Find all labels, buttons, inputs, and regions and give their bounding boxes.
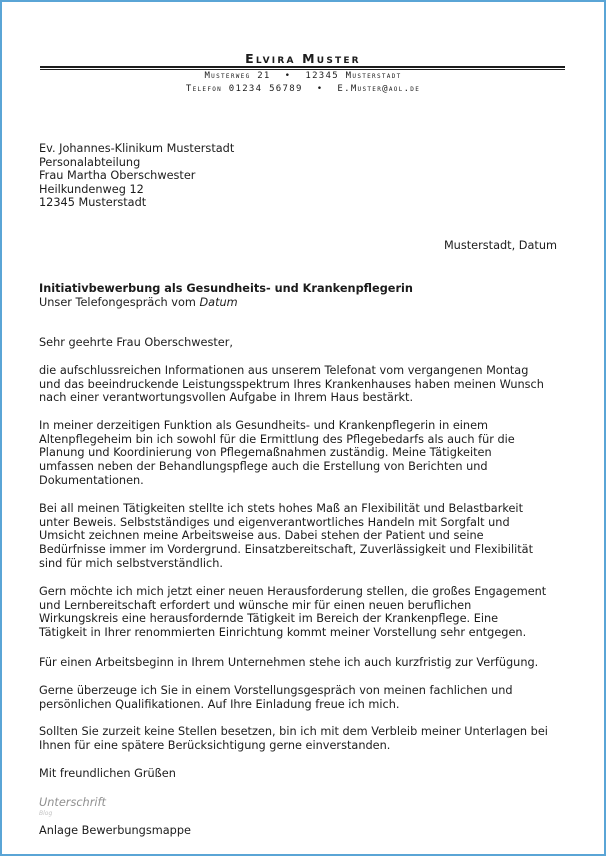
sender-street: Musterweg 21 xyxy=(204,71,271,81)
paragraph-line: und Lernbereitschaft erfordert und wünsche mir für einen neuen beruflichen xyxy=(39,598,472,612)
separator-dot: • xyxy=(284,71,292,81)
paragraph-line: Umsicht zeichnen meine Arbeitsweise aus. Dabei stehen der Patient und seine xyxy=(39,529,484,543)
signature: Unterschrift xyxy=(39,796,106,809)
date-line: Musterstadt, Datum xyxy=(443,239,557,252)
paragraph-line: Für einen Arbeitsbeginn in Ihrem Unternehmen stehe ich auch kurzfristig zur Verfügung. xyxy=(39,656,539,669)
sender-city: 12345 Musterstadt xyxy=(305,71,402,81)
signature-stamp: Blog xyxy=(39,810,53,817)
separator-dot: • xyxy=(316,84,324,94)
paragraph-line: persönlichen Qualifikationen. Auf Ihre Einladung freue ich mich. xyxy=(39,697,400,711)
subject-reference-date: Datum xyxy=(199,295,238,309)
recipient-line: Ev. Johannes-Klinikum Musterstadt xyxy=(39,142,235,155)
recipient-line: 12345 Musterstadt xyxy=(39,196,147,210)
paragraph-line: umfassen neben der Behandlungspflege auch die Erstellung von Berichten und xyxy=(39,460,488,474)
sender-phone: Telefon 01234 56789 xyxy=(185,84,303,94)
header-rule-thin xyxy=(40,69,565,70)
salutation: Sehr geehrte Frau Oberschwester, xyxy=(39,336,233,349)
recipient-line: Heilkundenweg 12 xyxy=(39,182,144,196)
sender-name: Elvira Muster xyxy=(245,51,361,66)
paragraph-line: unter Beweis. Selbstständiges und eigenverantwortliches Handeln mit Sorgfalt und xyxy=(39,515,510,529)
paragraph-line: Dokumentationen. xyxy=(39,473,144,487)
paragraph-line: nach einer verantwortungsvollen Aufgabe in Ihrem Haus bestärkt. xyxy=(39,391,414,405)
recipient-address xyxy=(39,142,234,210)
subject-reference-prefix: Unser Telefongespräch vom xyxy=(39,295,200,309)
paragraph-line: Bei all meinen Tätigkeiten stellte ich stets hohes Maß an Flexibilität und Belastbarkeit xyxy=(39,502,523,515)
paragraph-line: Altenpflegeheim bin ich sowohl für die Ermittlung des Pflegebedarfs als auch für die xyxy=(39,432,515,446)
paragraph-line: Gern möchte ich mich jetzt einer neuen Herausforderung stellen, die großes Engagement xyxy=(39,585,547,598)
subject-reference xyxy=(39,296,413,310)
paragraph-line: sind für mich selbstverständlich. xyxy=(39,556,223,570)
recipient-line: Frau Martha Oberschwester xyxy=(39,169,196,183)
paragraph-line: In meiner derzeitigen Funktion als Gesundheits- und Krankenpflegerin in einem xyxy=(39,419,489,432)
subject-title: Initiativbewerbung als Gesundheits- und Krankenpflegerin xyxy=(39,282,413,295)
paragraph-2 xyxy=(39,419,515,488)
sender-email: E.Muster@aol.de xyxy=(337,84,421,94)
paragraph-line: die aufschlussreichen Informationen aus unserem Telefonat vom vergangenen Montag xyxy=(39,364,529,377)
paragraph-3 xyxy=(39,502,533,571)
header-rule-thick xyxy=(40,66,565,68)
closing: Mit freundlichen Grüßen xyxy=(39,767,176,780)
paragraph-line: Bedürfnisse immer im Vordergrund. Einsatzbereitschaft, Zuverlässigkeit und Flexibilität xyxy=(39,543,534,557)
paragraph-5 xyxy=(39,656,538,670)
subject-block xyxy=(39,282,413,309)
recipient-line: Personalabteilung xyxy=(39,155,141,169)
sender-address-line xyxy=(0,71,606,81)
paragraph-line: Planung und Koordinierung von Pflegemaßnahmen zuständig. Meine Tätigkeiten xyxy=(39,446,492,460)
paragraph-4 xyxy=(39,585,546,640)
paragraph-line: Ihnen für eine spätere Berücksichtigung gerne einverstanden. xyxy=(39,738,391,752)
sender-contact-line xyxy=(0,84,606,94)
paragraph-line: Tätigkeit in Ihrer renommierten Einrichtung kommt meiner Vorstellung sehr entgegen. xyxy=(39,626,527,640)
paragraph-1 xyxy=(39,364,544,405)
enclosure: Anlage Bewerbungsmappe xyxy=(39,824,191,837)
paragraph-6 xyxy=(39,684,513,711)
paragraph-7 xyxy=(39,725,548,752)
paragraph-line: und das beeindruckende Leistungsspektrum Ihres Krankenhauses haben meinen Wunsch xyxy=(39,377,544,391)
paragraph-line: Sollten Sie zurzeit keine Stellen besetzen, bin ich mit dem Verbleib meiner Unterlagen bei xyxy=(39,725,548,738)
paragraph-line: Gerne überzeuge ich Sie in einem Vorstellungsgespräch von meinen fachlichen und xyxy=(39,684,513,697)
paragraph-line: Wirkungskreis eine herausfordernde Tätigkeit im Bereich der Krankenpflege. Eine xyxy=(39,612,499,626)
